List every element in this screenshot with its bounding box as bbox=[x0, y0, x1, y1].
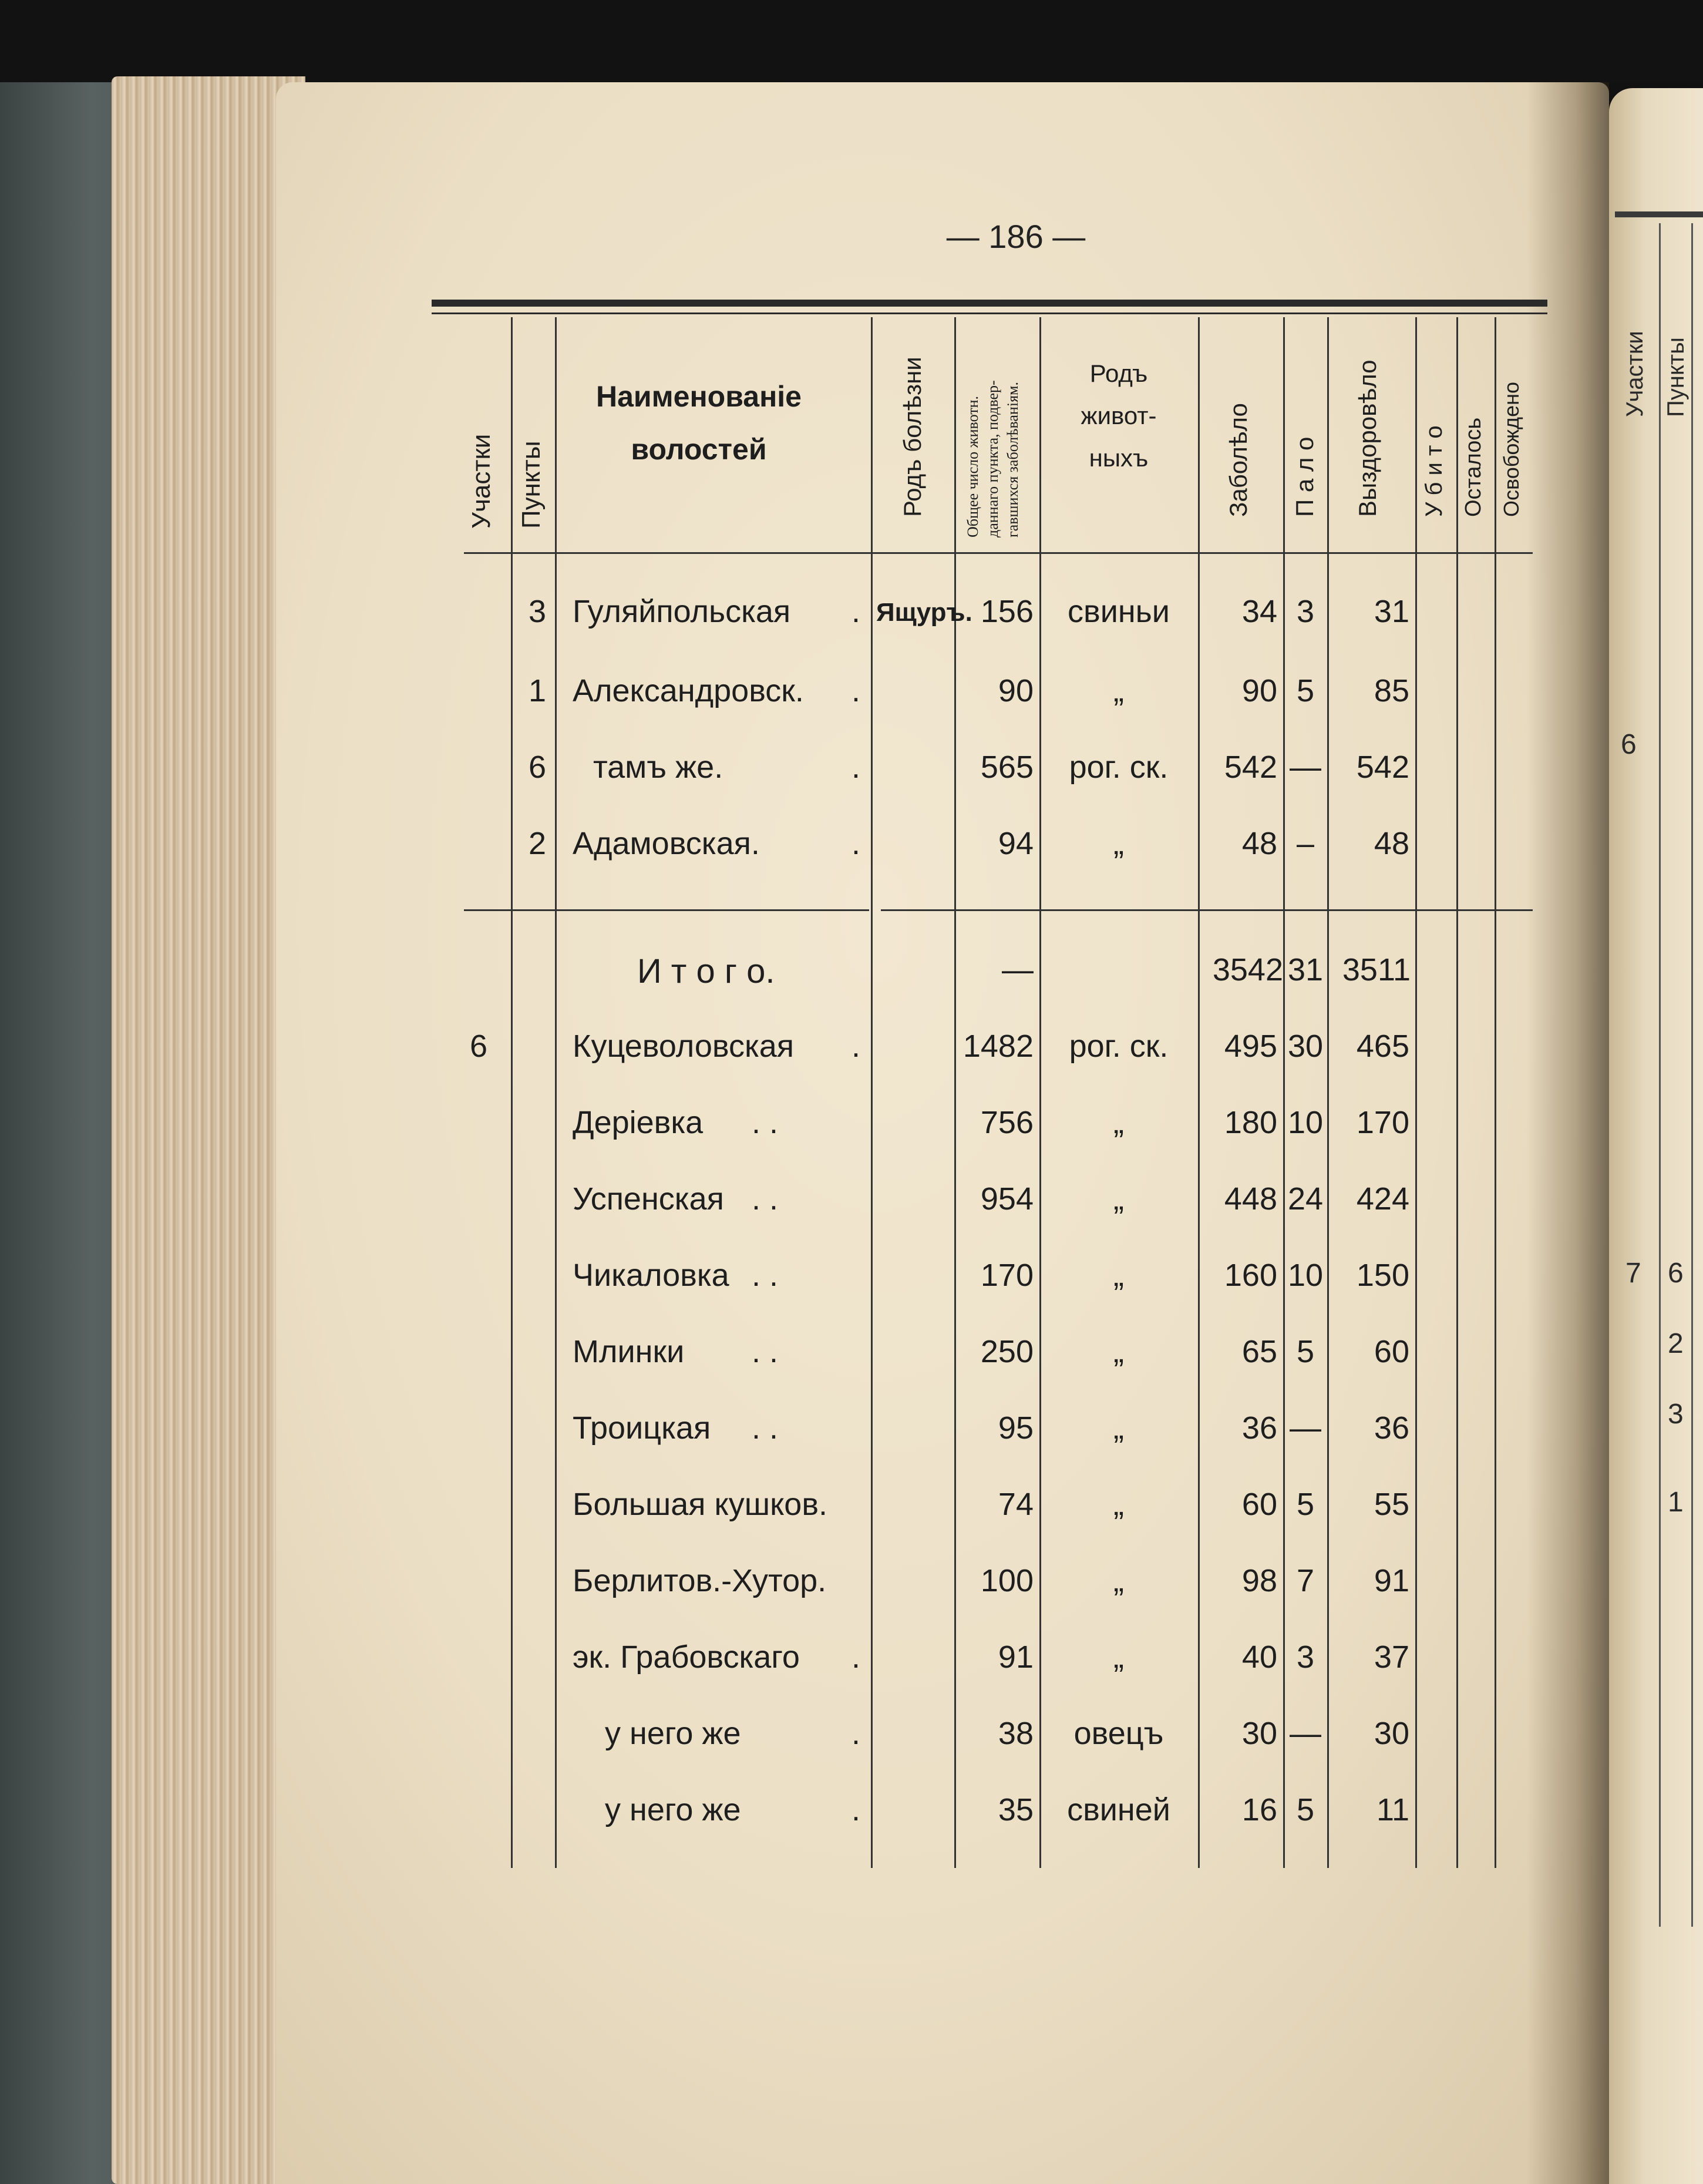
total-total: — bbox=[1002, 952, 1034, 987]
cell-name: Успенская bbox=[573, 1181, 724, 1217]
header-animals-line2: живот- bbox=[1081, 402, 1157, 429]
cell-name: Берлитов.-Хутор. bbox=[573, 1563, 827, 1598]
column-divider bbox=[1198, 317, 1200, 1868]
cell-animals: „ bbox=[1113, 1105, 1124, 1140]
cell-vyzdorovelo: 11 bbox=[1376, 1792, 1409, 1827]
right-page-value: 6 bbox=[1621, 729, 1637, 760]
cell-palo: 5 bbox=[1296, 1487, 1315, 1522]
header-palo: П а л о bbox=[1291, 436, 1318, 517]
cell-total: 35 bbox=[998, 1792, 1034, 1827]
total-zabolelo: 3542 bbox=[1212, 952, 1283, 987]
cell-palo: – bbox=[1296, 826, 1315, 861]
cell-punkty: 6 bbox=[528, 750, 546, 785]
header-uchastki: Участки bbox=[467, 434, 496, 529]
cell-total: 74 bbox=[998, 1487, 1034, 1522]
cell-dot: . bbox=[852, 594, 861, 629]
right-page-value: 3 bbox=[1668, 1399, 1684, 1430]
cell-palo: 10 bbox=[1287, 1258, 1324, 1293]
cell-name: Млинки bbox=[573, 1334, 685, 1369]
cell-palo: 5 bbox=[1296, 673, 1315, 708]
cell-zabolelo: 34 bbox=[1241, 594, 1277, 629]
column-divider bbox=[871, 317, 873, 1868]
cell-vyzdorovelo: 55 bbox=[1374, 1487, 1409, 1522]
column-divider bbox=[1039, 317, 1041, 1868]
cell-dot: . . bbox=[752, 1258, 779, 1293]
cell-animals: „ bbox=[1113, 1563, 1124, 1598]
cell-total: 170 bbox=[980, 1258, 1034, 1293]
right-page-value: 2 bbox=[1668, 1328, 1684, 1359]
cell-zabolelo: 30 bbox=[1241, 1716, 1277, 1751]
cell-zabolelo: 60 bbox=[1241, 1487, 1277, 1522]
header-rod-zhivotnykh bbox=[1048, 352, 1189, 479]
cell-animals: рог. ск. bbox=[1069, 750, 1169, 785]
page-number: — 186 — bbox=[946, 218, 1086, 255]
cell-name: Троицкая bbox=[573, 1410, 711, 1446]
cell-total: 156 bbox=[980, 594, 1034, 629]
cell-total: 94 bbox=[998, 826, 1034, 861]
cell-name: Адамовская. bbox=[573, 826, 760, 861]
cell-palo: 5 bbox=[1296, 1334, 1315, 1369]
cell-vyzdorovelo: 150 bbox=[1356, 1258, 1409, 1293]
cell-palo: 3 bbox=[1296, 594, 1315, 629]
cell-total: 95 bbox=[998, 1410, 1034, 1446]
cell-vyzdorovelo: 85 bbox=[1374, 673, 1409, 708]
cell-zabolelo: 40 bbox=[1241, 1639, 1277, 1675]
header-naimenovanie-line2: волостей bbox=[631, 433, 767, 466]
header-animals-line3: ныхъ bbox=[1089, 444, 1149, 472]
header-obshchee-line1: Общее число животн. bbox=[964, 395, 981, 537]
header-ostalos: Осталось bbox=[1461, 417, 1486, 517]
cell-palo: 10 bbox=[1287, 1105, 1324, 1140]
right-page-vline bbox=[1691, 223, 1693, 1927]
cell-palo: — bbox=[1290, 1410, 1321, 1446]
cell-vyzdorovelo: 60 bbox=[1374, 1334, 1409, 1369]
header-naimenovanie bbox=[564, 370, 834, 476]
cell-zabolelo: 48 bbox=[1241, 826, 1277, 861]
cell-total: 1482 bbox=[962, 1029, 1034, 1064]
cell-zabolelo: 65 bbox=[1241, 1334, 1277, 1369]
cell-palo: 3 bbox=[1296, 1639, 1315, 1675]
cell-name: у него же bbox=[605, 1792, 741, 1827]
right-page bbox=[1609, 88, 1703, 2184]
cell-palo: 7 bbox=[1296, 1563, 1315, 1598]
header-bottom-rule bbox=[464, 552, 1533, 554]
subtotal-rule-left bbox=[464, 909, 869, 911]
cell-vyzdorovelo: 48 bbox=[1374, 826, 1409, 861]
header-rod-bolezni: Родъ болѣзни bbox=[898, 357, 926, 517]
header-obshchee-line3: гавшихся заболѣваніям. bbox=[1004, 382, 1021, 537]
right-page-vline bbox=[1659, 223, 1661, 1927]
cell-zabolelo: 448 bbox=[1224, 1181, 1277, 1217]
cell-name: тамъ же. bbox=[593, 750, 723, 785]
column-divider bbox=[954, 317, 956, 1868]
cell-disease: Ящуръ. bbox=[876, 598, 972, 627]
cell-punkty: 2 bbox=[528, 826, 546, 861]
cell-animals: „ bbox=[1113, 826, 1124, 861]
right-page-value: 7 bbox=[1625, 1258, 1641, 1289]
cell-name: Деріевка bbox=[573, 1105, 704, 1140]
cell-dot: . . bbox=[752, 1410, 779, 1446]
cell-vyzdorovelo: 542 bbox=[1356, 750, 1409, 785]
cell-palo: — bbox=[1290, 1716, 1321, 1751]
cell-animals: „ bbox=[1113, 1181, 1124, 1217]
total-label: И т о г о. bbox=[637, 952, 775, 990]
cell-dot: . bbox=[852, 1716, 861, 1751]
column-divider bbox=[1327, 317, 1329, 1868]
cell-animals: свиней bbox=[1067, 1792, 1170, 1827]
cell-dot: . bbox=[852, 1639, 861, 1675]
right-page-value: 6 bbox=[1668, 1258, 1684, 1289]
header-ubito: У б и т о bbox=[1421, 425, 1447, 517]
cell-dot: . . bbox=[752, 1334, 779, 1369]
background-top bbox=[0, 0, 1703, 82]
cell-vyzdorovelo: 91 bbox=[1374, 1563, 1409, 1598]
cell-zabolelo: 36 bbox=[1241, 1410, 1277, 1446]
cell-zabolelo: 180 bbox=[1224, 1105, 1277, 1140]
cell-dot: . bbox=[852, 673, 861, 708]
cell-total: 954 bbox=[980, 1181, 1034, 1217]
subtotal-rule-right bbox=[881, 909, 1533, 911]
cell-name: Гуляйпольская bbox=[573, 594, 791, 629]
right-page-header-punkty: Пункты bbox=[1663, 337, 1689, 417]
cell-total: 91 bbox=[998, 1639, 1034, 1675]
column-divider bbox=[1495, 317, 1496, 1868]
cell-dot: . bbox=[852, 1029, 861, 1064]
header-zabolelo: Заболѣло bbox=[1224, 403, 1252, 517]
cell-palo: 30 bbox=[1287, 1029, 1324, 1064]
total-palo: 31 bbox=[1287, 952, 1324, 987]
cell-dot: . bbox=[852, 1792, 861, 1827]
header-animals-line1: Родъ bbox=[1089, 359, 1148, 387]
cell-animals: овецъ bbox=[1073, 1716, 1164, 1751]
cell-vyzdorovelo: 170 bbox=[1356, 1105, 1409, 1140]
cell-animals: свиньи bbox=[1068, 594, 1170, 629]
cell-total: 565 bbox=[980, 750, 1034, 785]
cell-name: эк. Грабовскаго bbox=[573, 1639, 800, 1675]
right-page-header-uchastki: Участки bbox=[1622, 331, 1648, 417]
cell-dot: . bbox=[852, 750, 861, 785]
header-vyzdorovelo: Выздоровѣло bbox=[1354, 359, 1381, 517]
cell-total: 38 bbox=[998, 1716, 1034, 1751]
column-divider bbox=[1456, 317, 1458, 1868]
cell-total: 756 bbox=[980, 1105, 1034, 1140]
cell-vyzdorovelo: 424 bbox=[1356, 1181, 1409, 1217]
cell-zabolelo: 495 bbox=[1224, 1029, 1277, 1064]
cell-zabolelo: 98 bbox=[1241, 1563, 1277, 1598]
cell-uchastok: 6 bbox=[470, 1029, 488, 1064]
header-osvobozhdeno: Освобождено bbox=[1499, 382, 1523, 517]
cell-total: 250 bbox=[980, 1334, 1034, 1369]
cell-animals: „ bbox=[1113, 1334, 1124, 1369]
cell-dot: . . bbox=[752, 1105, 779, 1140]
cell-vyzdorovelo: 36 bbox=[1374, 1410, 1409, 1446]
cell-dot: . . bbox=[752, 1181, 779, 1217]
cell-total: 100 bbox=[980, 1563, 1034, 1598]
cell-name: Куцеволовская bbox=[573, 1029, 795, 1064]
cell-punkty: 1 bbox=[528, 673, 546, 708]
cell-zabolelo: 16 bbox=[1241, 1792, 1277, 1827]
cell-animals: „ bbox=[1113, 1639, 1124, 1675]
cell-name: Чикаловка bbox=[573, 1258, 729, 1293]
right-page-value: 1 bbox=[1668, 1487, 1684, 1518]
total-vyzdorovelo: 3511 bbox=[1342, 952, 1411, 987]
table-top-rule bbox=[432, 300, 1547, 307]
header-punkty: Пункты bbox=[517, 441, 546, 529]
cell-zabolelo: 542 bbox=[1224, 750, 1277, 785]
page-gutter bbox=[1527, 82, 1609, 2184]
cell-zabolelo: 90 bbox=[1241, 673, 1277, 708]
cell-zabolelo: 160 bbox=[1224, 1258, 1277, 1293]
header-naimenovanie-line1: Наименованіе bbox=[596, 380, 802, 413]
column-divider bbox=[511, 317, 513, 1868]
cell-punkty: 3 bbox=[528, 594, 546, 629]
cell-animals: „ bbox=[1113, 1487, 1124, 1522]
cell-name: у него же bbox=[605, 1716, 741, 1751]
cell-total: 90 bbox=[998, 673, 1034, 708]
table-top-rule-thin bbox=[432, 313, 1547, 314]
cell-palo: 5 bbox=[1296, 1792, 1315, 1827]
header-obshchee-line2: даннаго пункта, подвер- bbox=[984, 380, 1001, 537]
column-divider bbox=[1415, 317, 1417, 1868]
cell-vyzdorovelo: 30 bbox=[1374, 1716, 1409, 1751]
cell-name: Александровск. bbox=[573, 673, 804, 708]
cell-name: Большая кушков. bbox=[573, 1487, 828, 1522]
cell-animals: рог. ск. bbox=[1069, 1029, 1169, 1064]
column-divider bbox=[555, 317, 557, 1868]
header-obshchee-chislo bbox=[963, 380, 1023, 537]
cell-vyzdorovelo: 31 bbox=[1374, 594, 1409, 629]
cell-animals: „ bbox=[1113, 1258, 1124, 1293]
right-page-rule bbox=[1615, 211, 1703, 217]
column-divider bbox=[1283, 317, 1285, 1868]
cell-animals: „ bbox=[1113, 673, 1124, 708]
cell-vyzdorovelo: 465 bbox=[1356, 1029, 1409, 1064]
cell-dot: . bbox=[852, 826, 861, 861]
cell-vyzdorovelo: 37 bbox=[1374, 1639, 1409, 1675]
cell-palo: — bbox=[1290, 750, 1321, 785]
cell-animals: „ bbox=[1113, 1410, 1124, 1446]
cell-palo: 24 bbox=[1287, 1181, 1324, 1217]
